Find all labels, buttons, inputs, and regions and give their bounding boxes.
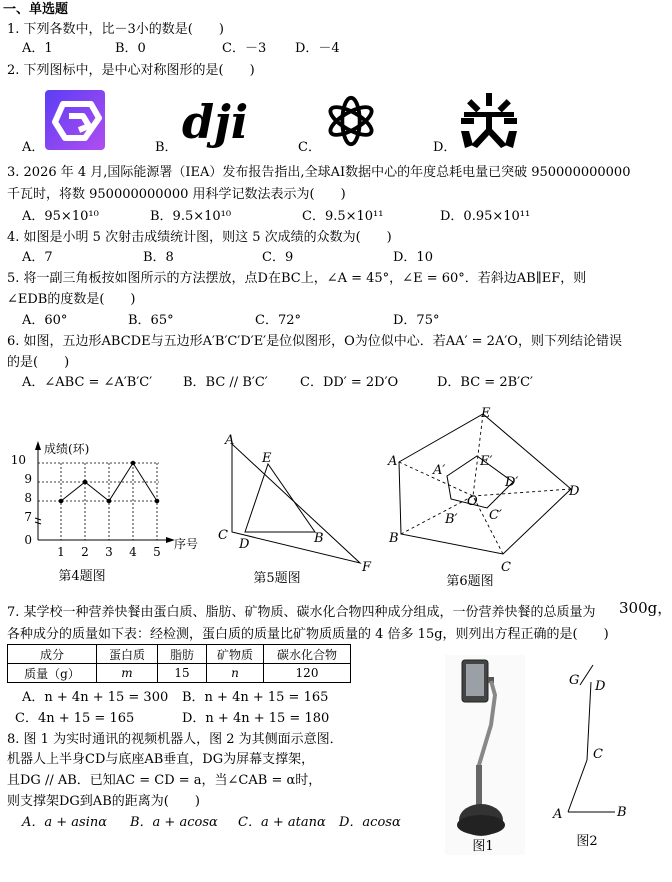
fig4-ytick: 0 (24, 533, 32, 547)
q5-option-d[interactable]: D．75° (393, 313, 440, 328)
fig4-xtick: 3 (105, 545, 113, 559)
fig4-ytick: 8 (24, 491, 32, 505)
q8-option-b[interactable]: B．a + acosα (130, 815, 218, 830)
logo-b-dji-icon (178, 95, 278, 149)
fig4-ylabel: 成绩(环) (44, 442, 90, 456)
fig5-label-c: C (218, 528, 228, 543)
q4-option-d[interactable]: D．10 (393, 250, 433, 265)
q5-line1: 5. 将一副三角板按如图所示的方法摆放，点D在BC上，∠A = 45°，∠E = 60°．若斜边AB∥EF，则 (7, 271, 587, 286)
q8-fig2-label-d: D (595, 679, 606, 694)
fig4-xtick: 4 (129, 545, 137, 559)
q4-option-a[interactable]: A．7 (22, 250, 53, 265)
fig6-label-b: B (389, 531, 399, 546)
logo-b-text: dji (182, 95, 249, 149)
q8-line1: 8. 图 1 为实时通讯的视频机器人，图 2 为其侧面示意图． (7, 732, 343, 747)
table-row (8, 664, 351, 683)
fig6-label-d-prime: D′ (505, 475, 519, 490)
section-title: 一、单选题 (3, 2, 69, 17)
table-cell: n (207, 664, 264, 683)
q7-option-c[interactable]: C．4n + 15 = 165 (15, 711, 135, 726)
q1-option-d[interactable]: D．－4 (295, 41, 340, 56)
q4-option-c[interactable]: C．9 (262, 250, 294, 265)
q3-line1: 3. 2026 年 4 月,国际能源署（IEA）发布报告指出,全球AI数据中心的年度总耗电量已突破 950000000000 (7, 165, 631, 180)
fig5-caption: 第5题图 (253, 571, 301, 586)
table-cell: 脂肪 (158, 645, 207, 664)
fig5-diagram (215, 430, 385, 590)
q6-line2: 的是( ) (7, 355, 70, 370)
q7-line2: 各种成分的质量如下表：经检测，蛋白质的质量比矿物质质量的 4 倍多 15g，则列出方程正确的是( ) (7, 627, 609, 642)
fig6-label-o: O (467, 494, 478, 509)
fig5-label-f: F (362, 560, 372, 575)
q6-option-b[interactable]: B．BC // B′C′ (183, 375, 268, 390)
fig6-label-a: A (388, 454, 398, 469)
q3-line2: 千瓦时，将数 950000000000 用科学记数法表示为( ) (7, 187, 346, 202)
q6-option-c[interactable]: C．DD′ = 2D′O (300, 375, 399, 390)
logo-d-icon (458, 92, 520, 150)
q3-option-c[interactable]: C．9.5×10¹¹ (302, 209, 384, 224)
q6-line1: 6. 如图，五边形ABCDE与五边形A′B′C′D′E′是位似图形，O为位似中心．若AA′ = 2A′O，则下列结论错误 (7, 334, 622, 349)
q8-line2: 机器人上半身CD与底座AB垂直，DG为屏幕支撑架， (7, 752, 315, 767)
fig5-label-d: D (239, 537, 250, 552)
table-cell: 质量（g） (8, 664, 97, 683)
q5-option-a[interactable]: A．60° (22, 313, 68, 328)
table-cell: 矿物质 (207, 645, 264, 664)
table-cell: 成分 (8, 645, 97, 664)
q1-option-c[interactable]: C．－3 (222, 41, 267, 56)
q7-option-b[interactable]: B．n + 4n + 15 = 165 (182, 690, 329, 705)
fig6-label-d: D (569, 484, 580, 499)
q4-option-b[interactable]: B．8 (143, 250, 174, 265)
q7-line1: 7. 某学校一种营养快餐由蛋白质、脂肪、矿物质、碳水化合物四种成分组成，一份营养快餐的总质量为 (7, 605, 596, 620)
q8-option-c[interactable]: C．a + atanα (238, 815, 326, 830)
q3-option-b[interactable]: B．9.5×10¹⁰ (150, 209, 232, 224)
q8-fig2-label-b: B (617, 805, 627, 820)
q2-option-a[interactable]: A． (22, 140, 45, 155)
q7-option-d[interactable]: D．n + 4n + 15 = 180 (182, 711, 330, 726)
fig4-data-point (131, 461, 136, 466)
table-cell: m (97, 664, 158, 683)
table-cell: 蛋白质 (97, 645, 158, 664)
q1-option-a[interactable]: A．1 (22, 41, 53, 56)
q8-fig2-diagram (545, 660, 645, 855)
fig6-label-c: C (501, 560, 511, 575)
fig4-caption: 第4题图 (58, 569, 106, 584)
q7-total: 300g， (619, 599, 672, 617)
fig5-label-b: B (314, 531, 324, 546)
q7-table (7, 644, 351, 683)
q3-option-d[interactable]: D．0.95×10¹¹ (440, 209, 531, 224)
q8-fig2-label-g: G (569, 673, 580, 688)
q1-option-b[interactable]: B．0 (115, 41, 146, 56)
fig6-caption: 第6题图 (446, 574, 494, 589)
fig4-data-point (155, 499, 160, 504)
fig4-data-point (107, 499, 112, 504)
q4-stem: 4. 如图是小明 5 次射击成绩统计图，则这 5 次成绩的众数为( ) (7, 230, 392, 245)
fig6-label-b-prime: B′ (445, 512, 458, 527)
fig4-ytick: 9 (24, 472, 32, 486)
q8-line3: 且DG // AB．已知AC = CD = a，当∠CAB = α时， (7, 773, 322, 788)
q8-fig1-robot-image (445, 655, 525, 855)
fig5-label-e: E (262, 451, 272, 466)
fig4-data-point (83, 480, 88, 485)
q3-option-a[interactable]: A．95×10¹⁰ (22, 209, 99, 224)
q2-option-d[interactable]: D． (433, 140, 457, 155)
q2-stem: 2. 下列图标中，是中心对称图形的是( ) (7, 63, 255, 78)
q8-option-d[interactable]: D．acosα (339, 815, 401, 830)
fig4-chart (10, 438, 215, 588)
q2-option-b[interactable]: B． (155, 140, 178, 155)
q1-stem: 1. 下列各数中，比－3小的数是( ) (7, 22, 224, 37)
fig4-data-point (59, 499, 64, 504)
q2-option-c[interactable]: C． (298, 140, 321, 155)
fig4-ytick: 7 (24, 510, 32, 524)
fig6-label-e: E (481, 406, 491, 421)
fig4-xtick: 1 (57, 545, 65, 559)
fig4-ytick: 10 (10, 453, 26, 467)
table-cell: 120 (264, 664, 351, 683)
fig4-xlabel: 序号 (174, 537, 199, 551)
q5-line2: ∠EDB的度数是( ) (7, 292, 136, 307)
q8-fig2-label-a: A (553, 807, 563, 822)
table-cell: 15 (158, 664, 207, 683)
fig4-xtick: 2 (81, 545, 89, 559)
fig4-xtick: 5 (153, 545, 161, 559)
fig6-label-c-prime: C′ (489, 508, 502, 523)
q8-line4: 则支撑架DG到AB的距离为( ) (7, 794, 200, 809)
table-row (8, 645, 351, 664)
q8-fig2-caption: 图2 (576, 834, 598, 849)
logo-a-icon (45, 90, 105, 150)
table-cell: 碳水化合物 (264, 645, 351, 664)
fig6-label-e-prime: E′ (480, 454, 493, 469)
q8-option-a[interactable]: A．a + asinα (22, 815, 108, 830)
fig6-label-a-prime: A′ (433, 463, 446, 478)
logo-c-icon (322, 92, 380, 150)
q7-option-a[interactable]: A．n + 4n + 15 = 300 (22, 690, 169, 705)
q5-option-c[interactable]: C．72° (255, 313, 301, 328)
q5-option-b[interactable]: B．65° (128, 313, 174, 328)
q6-option-a[interactable]: A．∠ABC = ∠A′B′C′ (22, 375, 153, 390)
fig5-label-a: A (225, 433, 235, 448)
q8-fig2-label-c: C (593, 747, 603, 762)
fig6-diagram (385, 402, 595, 592)
q6-option-d[interactable]: D．BC = 2B′C′ (437, 375, 533, 390)
q8-fig1-caption: 图1 (472, 839, 494, 854)
